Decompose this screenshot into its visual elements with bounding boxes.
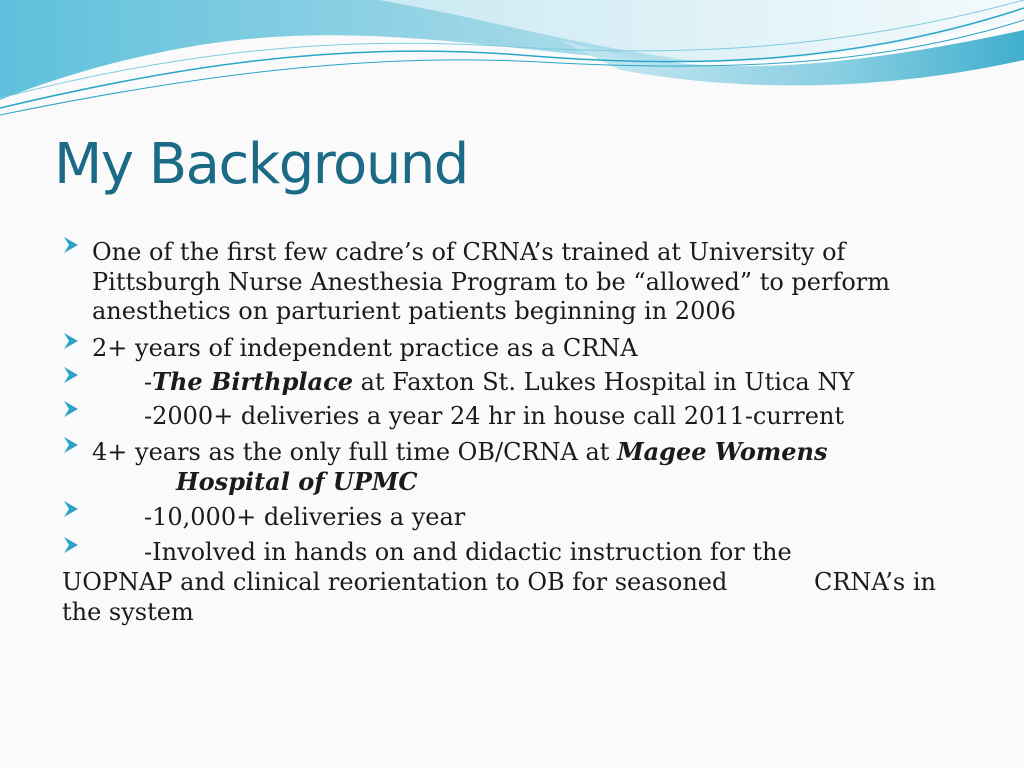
arrowhead-bullet-icon xyxy=(62,436,80,454)
bullet-5-line-2: Hospital of UPMC xyxy=(176,467,418,496)
bullet-3-text xyxy=(144,367,854,397)
bullet-3-prefix: - xyxy=(144,368,153,396)
bullet-3-suffix: at Faxton St. Lukes Hospital in Utica NY xyxy=(352,368,855,396)
slide-title: My Background xyxy=(54,132,468,197)
bullet-5-emphasis: Magee Womens xyxy=(617,437,828,466)
bullet-1-line-2: Pittsburgh Nurse Anesthesia Program to be “allowed” to perform xyxy=(92,268,891,296)
bullet-6-text: -10,000+ deliveries a year xyxy=(144,503,466,531)
bullet-3-emphasis: The Birthplace xyxy=(152,367,353,396)
bullet-7-line-2b: CRNA’s in xyxy=(814,568,936,596)
bullet-2-text: 2+ years of independent practice as a CRNA xyxy=(92,334,638,362)
bullet-7-line-3: the system xyxy=(62,598,194,626)
bullet-7-line-2a: UOPNAP and clinical reorientation to OB for seasoned xyxy=(62,568,728,596)
bullet-5-prefix: 4+ years as the only full time OB/CRNA at xyxy=(92,438,618,466)
bullet-1-line-1: One of the first few cadre’s of CRNA’s trained at University of xyxy=(92,238,846,266)
bullet-5-line-1 xyxy=(92,437,827,467)
arrowhead-bullet-icon xyxy=(62,236,80,254)
arrowhead-bullet-icon xyxy=(62,400,80,418)
arrowhead-bullet-icon xyxy=(62,500,80,518)
bullet-4-text: -2000+ deliveries a year 24 hr in house call 2011-current xyxy=(144,402,845,430)
bullet-7-line-1: -Involved in hands on and didactic instruction for the xyxy=(144,538,792,566)
arrowhead-bullet-icon xyxy=(62,366,80,384)
arrowhead-bullet-icon xyxy=(62,332,80,350)
bullet-1-line-3: anesthetics on parturient patients beginning in 2006 xyxy=(92,297,736,325)
arrowhead-bullet-icon xyxy=(62,536,80,554)
